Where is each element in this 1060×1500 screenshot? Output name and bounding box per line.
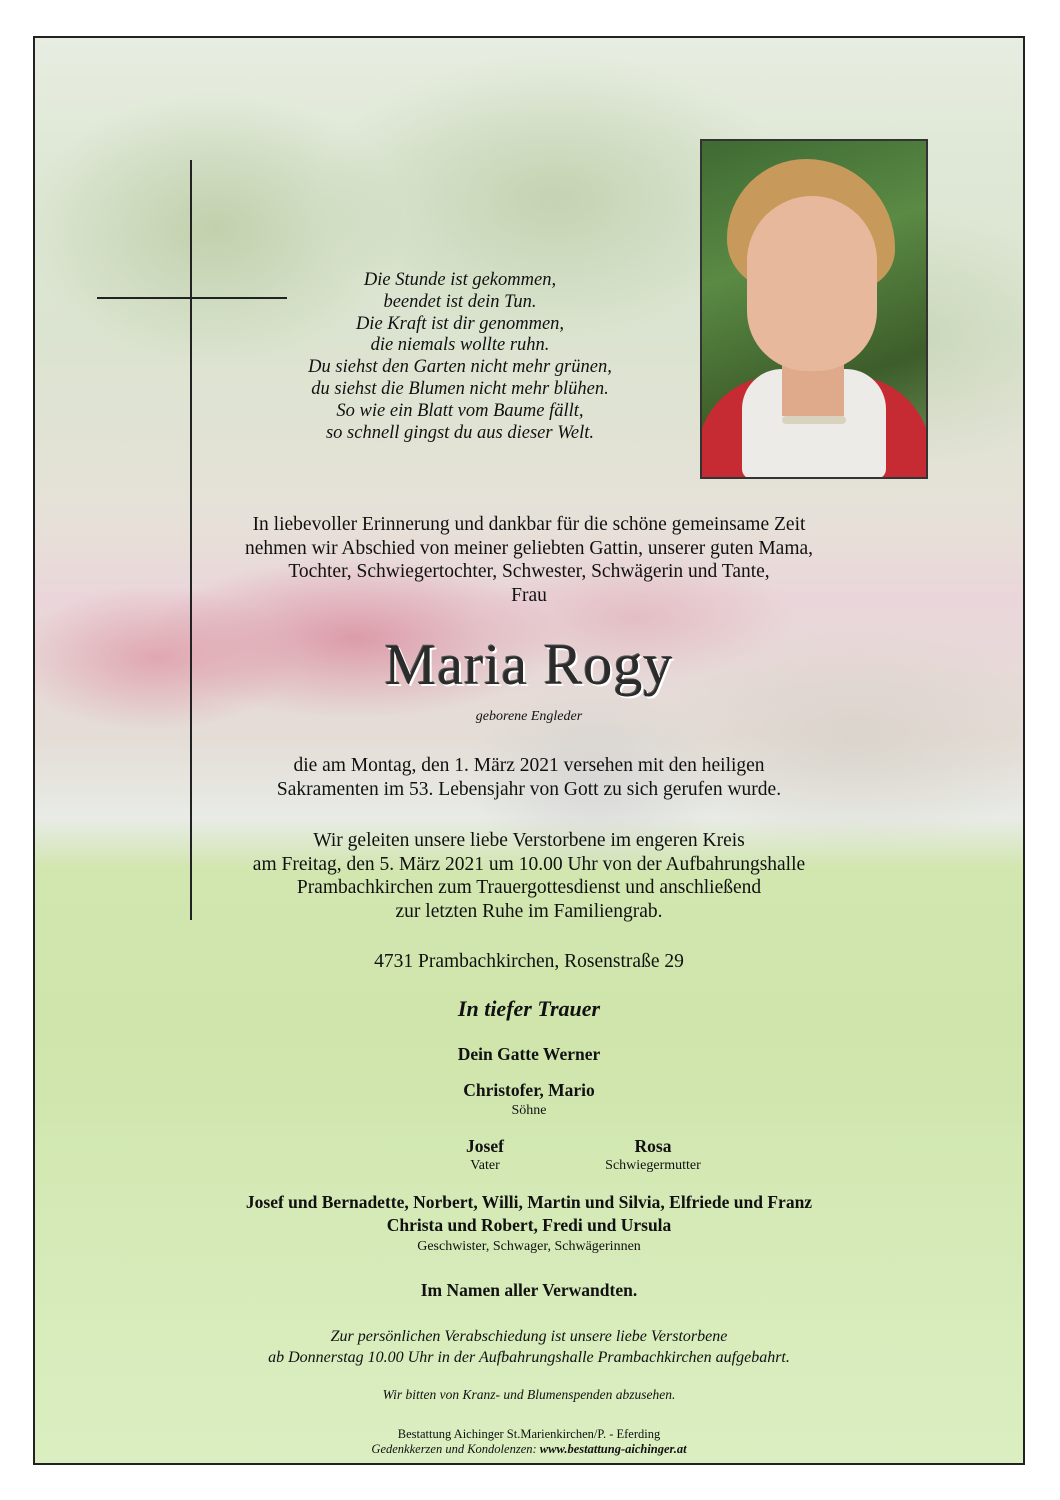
funeral-line: am Freitag, den 5. März 2021 um 10.00 Uhr von der Aufbahrungshalle	[252, 853, 806, 875]
website-link[interactable]: www.bestattung-aichinger.at	[539, 1442, 687, 1456]
condolence-label: Gedenkkerzen und Kondolenzen:	[371, 1442, 540, 1456]
funeral-notice	[35, 829, 1023, 923]
poem-line: Die Kraft ist dir genommen,	[355, 313, 565, 334]
siblings-line: Josef und Bernadette, Norbert, Willi, Martin und Silvia, Elfriede und Franz	[245, 1192, 813, 1212]
intro-text	[35, 513, 1023, 607]
father-name: Josef	[466, 1136, 504, 1156]
address: 4731 Prambachkirchen, Rosenstraße 29	[374, 951, 684, 972]
spouse-name: Dein Gatte Werner	[457, 1044, 601, 1064]
death-line: die am Montag, den 1. März 2021 versehen mit den heiligen	[293, 755, 765, 776]
sons-role: Söhne	[511, 1103, 547, 1118]
mother-in-law	[543, 1135, 763, 1175]
no-flowers-note: Wir bitten von Kranz- und Blumenspenden abzusehen.	[382, 1387, 676, 1402]
poem-line: Die Stunde ist gekommen,	[363, 270, 557, 290]
farewell-notice	[35, 1326, 1023, 1368]
birth-name: geborene Engleder	[475, 709, 583, 724]
mother-in-law-name: Rosa	[634, 1136, 672, 1156]
relatives-line: Im Namen aller Verwandten.	[420, 1280, 638, 1300]
obituary-card	[33, 36, 1025, 1465]
poem-line: Du siehst den Garten nicht mehr grünen,	[308, 357, 612, 378]
poem-line: so schnell gingst du aus dieser Welt.	[325, 422, 595, 443]
poem-line: So wie ein Blatt vom Baume fällt,	[336, 400, 584, 421]
intro-line: Frau	[511, 584, 547, 606]
deceased-name: Maria Rogy	[384, 632, 674, 697]
death-notice	[35, 754, 1023, 801]
intro-line: Tochter, Schwiegertochter, Schwester, Schwägerin und Tante,	[288, 561, 770, 583]
funeral-line: Prambachkirchen zum Trauergottesdienst und anschließend	[296, 877, 762, 899]
siblings-line: Christa und Robert, Fredi und Ursula	[386, 1214, 672, 1235]
siblings-role: Geschwister, Schwager, Schwägerinnen	[417, 1239, 641, 1254]
father-role: Vater	[470, 1158, 500, 1173]
condolence-line	[35, 1442, 1023, 1457]
poem-line: beendet ist dein Tun.	[383, 291, 537, 312]
poem-line: du siehst die Blumen nicht mehr blühen.	[311, 378, 609, 399]
mourning-heading: In tiefer Trauer	[457, 996, 601, 1021]
funeral-line: zur letzten Ruhe im Familiengrab.	[395, 900, 663, 922]
death-line: Sakramenten im 53. Lebensjahr von Gott zu sich gerufen wurde.	[276, 778, 782, 800]
intro-line: nehmen wir Abschied von meiner geliebten Gattin, unserer guten Mama,	[244, 537, 814, 559]
poem	[215, 270, 705, 444]
farewell-line: ab Donnerstag 10.00 Uhr in der Aufbahrungshalle Prambachkirchen aufgebahrt.	[268, 1349, 790, 1366]
poem-line: die niemals wollte ruhn.	[370, 335, 550, 356]
intro-line: In liebevoller Erinnerung und dankbar für die schöne gemeinsame Zeit	[252, 514, 806, 535]
farewell-line: Zur persönlichen Verabschiedung ist unsere liebe Verstorbene	[330, 1328, 728, 1345]
siblings	[35, 1191, 1023, 1236]
sons-names: Christofer, Mario	[463, 1080, 595, 1100]
portrait-photo	[700, 139, 928, 479]
undertaker: Bestattung Aichinger St.Marienkirchen/P. - Eferding	[397, 1427, 661, 1441]
mother-in-law-role: Schwiegermutter	[605, 1158, 701, 1173]
funeral-line: Wir geleiten unsere liebe Verstorbene im engeren Kreis	[313, 830, 745, 851]
